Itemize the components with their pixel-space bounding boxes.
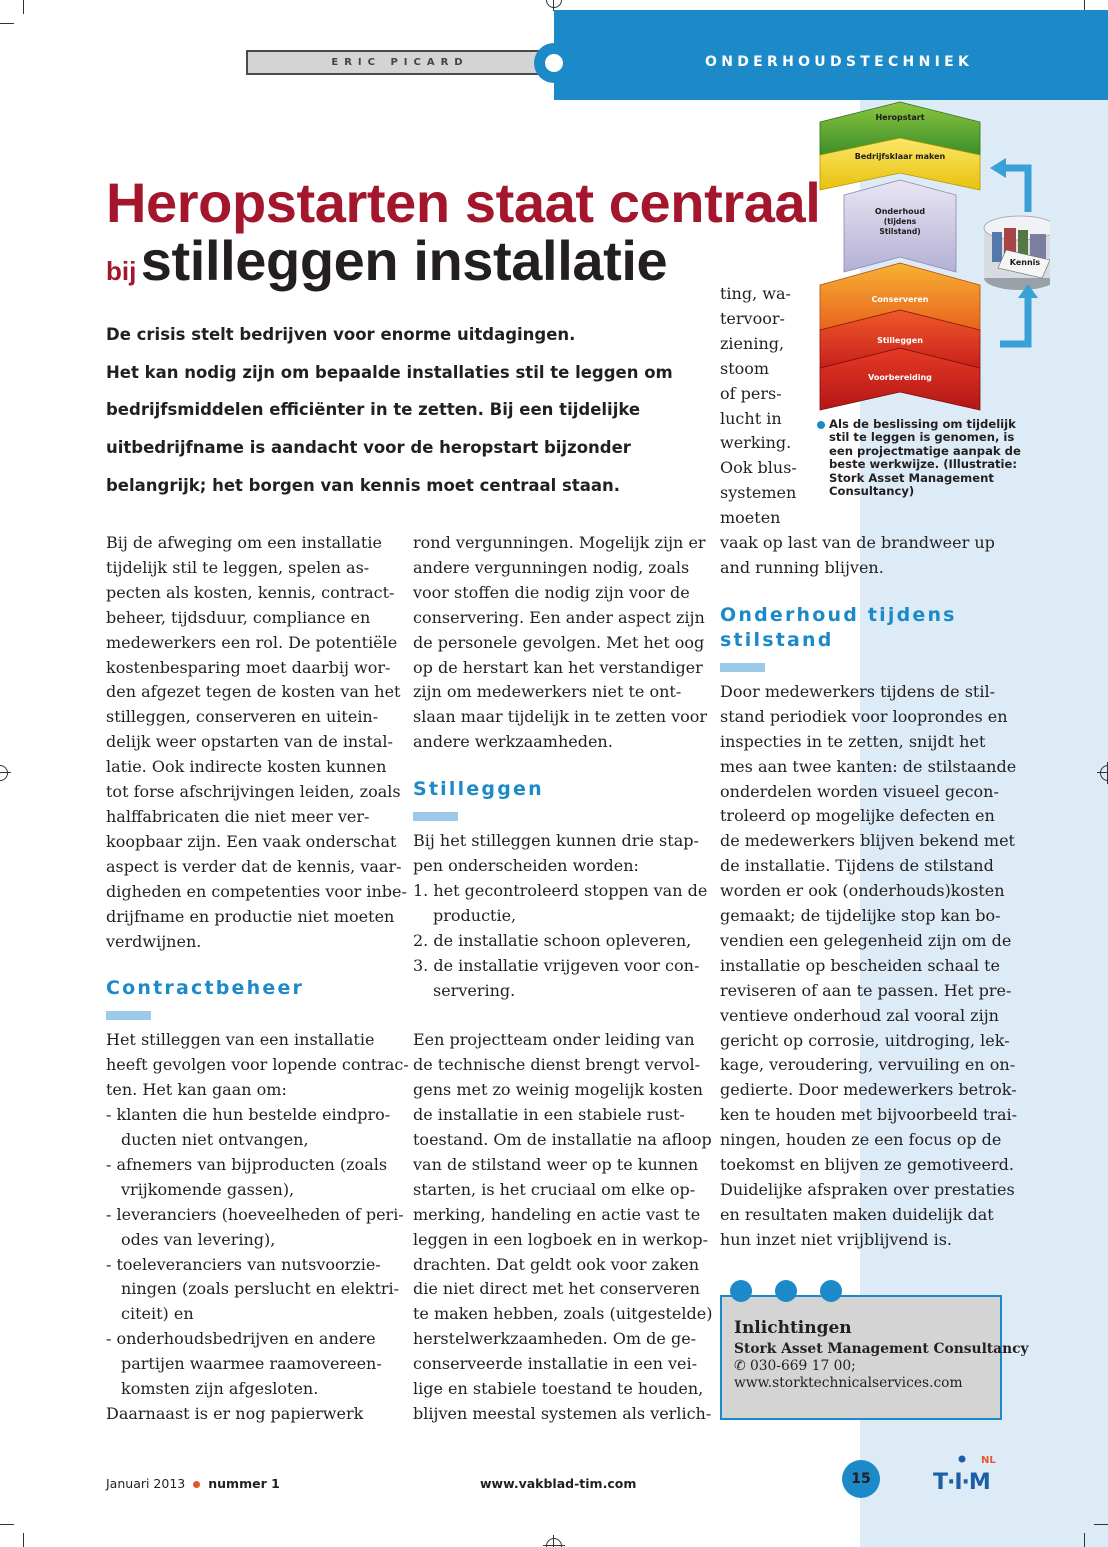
logo-text: T·I·M xyxy=(933,1470,990,1492)
text-line: drijfname en productie niet moeten xyxy=(106,906,395,926)
page-number-badge xyxy=(842,1460,880,1498)
list-item xyxy=(106,1327,391,1402)
text-line: pen onderscheiden worden: xyxy=(413,856,639,876)
text-line: mes aan twee kanten: de stilstaande xyxy=(720,756,1017,776)
text-line: ting, wa- xyxy=(720,284,791,303)
text-line: 2. de installatie schoon opleveren, xyxy=(413,930,692,950)
text-line: gericht op corrosie, uitdroging, lek- xyxy=(720,1030,1010,1050)
numbered-list xyxy=(413,879,708,1004)
text-line: komsten zijn afgesloten. xyxy=(121,1379,319,1399)
text-line: merking, handeling en actie vast te xyxy=(413,1204,701,1224)
text-line: citeit) en xyxy=(121,1304,194,1324)
text-line: medewerkers een rol. De potentiële xyxy=(106,632,398,652)
caption-line: een projectmatige aanpak de xyxy=(829,443,1021,458)
text-line: kage, veroudering, vervuiling en on- xyxy=(720,1055,1016,1075)
list-item xyxy=(413,929,703,954)
text-line: tot forse afschrijvingen leiden, zoals xyxy=(106,782,401,802)
subheading-stilleggen: Stilleggen xyxy=(413,778,544,801)
footer-date: Januari 2013 xyxy=(106,1476,186,1491)
intro-line: belangrijk; het borgen van kennis moet centraal staan. xyxy=(106,475,621,495)
text-line: vaak op last van de brandweer up xyxy=(720,533,995,553)
text-line: lucht in xyxy=(720,408,782,428)
paragraph xyxy=(413,531,708,755)
subheading-onderhoud-line2: stilstand xyxy=(720,628,834,651)
text-line: delijk weer opstarten van de instal- xyxy=(106,732,393,752)
text-line: toestand. Om de installatie na afloop xyxy=(413,1130,712,1150)
text-line: gemaakt; de tijdelijke stop kan bo- xyxy=(720,906,1001,926)
stage-label-onderhoud-2: (tijdens xyxy=(883,217,917,226)
caption-line: beste werkwijze. (Illustratie: xyxy=(829,457,1018,472)
text-line: starten, is het cruciaal om elke op- xyxy=(413,1179,696,1199)
article-title-line2 xyxy=(106,228,667,293)
text-line: systemen xyxy=(720,483,797,503)
text-line: heeft gevolgen voor lopende contrac- xyxy=(106,1055,409,1075)
crop-mark xyxy=(1084,1533,1085,1547)
text-line: de installatie in een stabiele rust- xyxy=(413,1105,685,1125)
stage-label-stilleggen: Stilleggen xyxy=(877,336,923,345)
text-line: andere vergunningen nodig, zoals xyxy=(413,557,690,577)
info-website[interactable]: www.storktechnicalservices.com xyxy=(734,1375,963,1391)
text-line: en resultaten maken duidelijk dat xyxy=(720,1204,994,1224)
text-line: installatie op bescheiden schaal te xyxy=(720,955,1000,975)
text-line: - onderhoudsbedrijven en andere xyxy=(106,1329,376,1349)
text-line: moeten xyxy=(720,508,781,528)
list-item xyxy=(106,1103,391,1153)
text-line: leggen in een logboek en in werkop- xyxy=(413,1229,709,1249)
info-box xyxy=(720,1295,1029,1420)
text-line: lige en stabiele toestand te houden, xyxy=(413,1379,704,1399)
text-line: ducten niet ontvangen, xyxy=(121,1130,309,1150)
text-line: vrijkomende gassen), xyxy=(121,1179,295,1199)
text-line: conservering. Een ander aspect zijn xyxy=(413,607,705,627)
text-line: andere werkzaamheden. xyxy=(413,732,613,752)
text-line: drachten. Dat geldt ook voor zaken xyxy=(413,1254,700,1274)
text-line: hun inzet niet vrijblijvend is. xyxy=(720,1229,952,1249)
title-main: stilleggen installatie xyxy=(140,229,668,292)
author-bar xyxy=(246,50,552,75)
crop-mark xyxy=(1094,1524,1108,1525)
registration-mark xyxy=(546,0,562,8)
intro-line: bedrijfsmiddelen efficiënter in te zetten. Bij een tijdelijke xyxy=(106,400,641,420)
subheading-bar xyxy=(720,663,765,672)
bullet-list xyxy=(106,1103,404,1402)
text-line: tervoor- xyxy=(720,308,785,328)
text-line: verdwijnen. xyxy=(106,931,202,951)
text-line: 1. het gecontroleerd stoppen van de xyxy=(413,880,708,900)
text-line: Duidelijke afspraken over prestaties xyxy=(720,1180,1015,1199)
paragraph xyxy=(413,829,703,879)
text-line: die niet direct met het conserveren xyxy=(413,1279,700,1299)
logo-superscript: NL xyxy=(981,1455,996,1466)
arrow-head-icon xyxy=(990,158,1006,178)
figure-caption xyxy=(817,417,1021,499)
text-line: koopbaar zijn. Een vaak onderschat xyxy=(106,831,397,851)
text-line: ningen (zoals perslucht en elektri- xyxy=(121,1279,400,1299)
dot-icon xyxy=(820,1280,842,1302)
text-line: gedierte. Door medewerkers betrok- xyxy=(720,1080,1017,1100)
subheading-bar xyxy=(106,1011,151,1020)
text-line: toekomst en blijven ze gemotiveerd. xyxy=(720,1155,1014,1175)
caption-line: Consultancy) xyxy=(829,484,915,499)
header-dot-icon xyxy=(534,43,574,83)
text-line: aspect is verder dat de kennis, vaar- xyxy=(106,856,402,876)
text-line: 3. de installatie vrijgeven voor con- xyxy=(413,955,700,975)
text-line: de installatie. Tijdens de stilstand xyxy=(720,856,994,876)
text-line: Daarnaast is er nog papierwerk xyxy=(106,1404,364,1423)
text-line: Een projectteam onder leiding van xyxy=(413,1030,695,1050)
crop-mark xyxy=(23,0,24,14)
caption-line: Stork Asset Management xyxy=(829,470,994,485)
text-line: op de herstart kan het verstandiger xyxy=(413,657,703,677)
section-label: ONDERHOUDSTECHNIEK xyxy=(705,54,974,70)
text-line: ten. Het kan gaan om: xyxy=(106,1080,287,1100)
text-line: ken te houden met bijvoorbeeld trai- xyxy=(720,1105,1018,1125)
dot-icon xyxy=(775,1280,797,1302)
text-line: conserveerde installatie in een vei- xyxy=(413,1354,697,1374)
text-line: - toeleveranciers van nutsvoorzie- xyxy=(106,1254,381,1274)
text-line: ventieve onderhoud zal vooral zijn xyxy=(720,1005,999,1025)
list-item xyxy=(413,879,708,929)
text-line: beheer, tijdsduur, compliance en xyxy=(106,607,371,627)
paragraph xyxy=(720,680,1018,1253)
text-line: halffabricaten die niet meer ver- xyxy=(106,806,370,826)
text-line: den afgezet tegen de kosten van het xyxy=(106,682,401,702)
dot-icon xyxy=(730,1280,752,1302)
text-line: inspecties in te zetten, snijdt het xyxy=(720,731,986,751)
text-line: servering. xyxy=(433,980,516,1000)
stage-label-onderhoud-3: Stilstand) xyxy=(879,227,921,236)
list-item xyxy=(106,1153,391,1203)
kennis-label: Kennis xyxy=(1009,258,1041,267)
footer-url[interactable]: www.vakblad-tim.com xyxy=(480,1476,637,1491)
text-line: van de stilstand weer op te kunnen xyxy=(413,1154,699,1174)
text-line: reviseren of aan te passen. Het pre- xyxy=(720,980,1012,1000)
column-1 xyxy=(106,531,409,1427)
caption-line: Als de beslissing om tijdelijk xyxy=(829,417,1016,431)
column-2 xyxy=(413,531,713,1427)
text-line: kostenbesparing moet daarbij wor- xyxy=(106,657,391,677)
info-company: Stork Asset Management Consultancy xyxy=(734,1341,1029,1357)
intro-line: uitbedrijfname is aandacht voor de heropstart bijzonder xyxy=(106,438,631,458)
footer-issue xyxy=(106,1476,280,1491)
text-line: onderdelen worden visueel gecon- xyxy=(720,781,999,801)
paragraph xyxy=(106,1028,409,1103)
text-line: - klanten die hun bestelde eindpro- xyxy=(106,1105,391,1125)
text-line: stand periodiek voor looprondes en xyxy=(720,706,1008,726)
stage-onderhoud xyxy=(844,180,956,272)
text-line: and running blijven. xyxy=(720,557,884,577)
caption-bullet-icon xyxy=(817,421,825,429)
text-line: te maken hebben, zoals (uitgestelde) xyxy=(413,1304,713,1324)
paragraph xyxy=(106,531,407,954)
list-item xyxy=(106,1203,404,1253)
footer-number: nummer 1 xyxy=(208,1476,280,1491)
text-line: werking. xyxy=(720,433,792,453)
text-line: zijn om medewerkers niet te ont- xyxy=(413,682,682,702)
registration-mark xyxy=(0,765,8,781)
text-line: gens met zo weinig mogelijk kosten xyxy=(413,1080,703,1100)
text-line: - leveranciers (hoeveelheden of peri- xyxy=(106,1204,404,1224)
intro-line: De crisis stelt bedrijven voor enorme uitdagingen. xyxy=(106,325,576,344)
page-number: 15 xyxy=(851,1471,871,1487)
text-line: blijven meestal systemen als verlich- xyxy=(413,1403,712,1423)
text-line: herstelwerkzaamheden. Om de ge- xyxy=(413,1329,697,1349)
text-line: partijen waarmee raamovereen- xyxy=(121,1354,382,1374)
text-line: latie. Ook indirecte kosten kunnen xyxy=(106,757,387,777)
text-line: stoom xyxy=(720,358,770,378)
footer-dot-icon xyxy=(193,1481,200,1488)
caption-line: stil te leggen is genomen, is xyxy=(829,430,1015,445)
info-phone: ✆ 030-669 17 00; xyxy=(734,1358,856,1374)
stage-label-onderhoud-1: Onderhoud xyxy=(874,207,926,216)
text-line: productie, xyxy=(433,905,517,925)
text-line: Bij de afweging om een installatie xyxy=(106,533,382,552)
registration-mark xyxy=(546,1538,562,1547)
text-line: of pers- xyxy=(720,383,782,403)
text-line: - afnemers van bijproducten (zoals xyxy=(106,1154,388,1174)
title-prefix: bij xyxy=(106,256,137,286)
stage-label-conserveren: Conserveren xyxy=(871,295,929,304)
intro-line: Het kan nodig zijn om bepaalde installaties stil te leggen om xyxy=(106,362,673,382)
subheading-contractbeheer: Contractbeheer xyxy=(106,977,305,1000)
text-line: Door medewerkers tijdens de stil- xyxy=(720,681,995,701)
list-item xyxy=(413,954,703,1004)
crop-mark xyxy=(23,1533,24,1547)
tim-logo xyxy=(933,1452,1005,1492)
text-line: slaan maar tijdelijk in te zetten voor xyxy=(413,707,708,727)
text-line: vendien een gelegenheid zijn om de xyxy=(720,930,1012,950)
info-heading: Inlichtingen xyxy=(734,1318,852,1338)
arrow-up-icon xyxy=(1006,168,1028,212)
subheading-onderhoud-line1: Onderhoud tijdens xyxy=(720,603,957,626)
text-line: voor stoffen die nodig zijn voor de xyxy=(413,582,690,602)
intro-paragraph xyxy=(106,316,673,505)
text-line: de technische dienst brengt vervol- xyxy=(413,1055,701,1075)
text-line: stilleggen, conserveren en uitein- xyxy=(106,707,379,727)
text-line: ziening, xyxy=(720,333,785,353)
text-line: Ook blus- xyxy=(720,458,797,478)
text-line: tijdelijk stil te leggen, spelen as- xyxy=(106,557,370,577)
text-line: worden er ook (onderhouds)kosten xyxy=(720,881,1005,901)
crop-mark xyxy=(0,23,14,24)
author-name: ERIC PICARD xyxy=(331,57,469,68)
text-line: troleerd op mogelijke defecten en xyxy=(720,806,995,826)
text-line: pecten als kosten, kennis, contract- xyxy=(106,582,395,602)
paragraph xyxy=(413,1028,713,1427)
text-line: ningen, houden ze een focus op de xyxy=(720,1130,1002,1150)
text-line: odes van levering), xyxy=(121,1229,276,1249)
subheading-bar xyxy=(413,812,458,821)
stage-label-voorbereiding: Voorbereiding xyxy=(868,373,932,382)
text-line: Het stilleggen van een installatie xyxy=(106,1030,375,1050)
text-line: digheden en competenties voor inbe- xyxy=(106,881,407,901)
crop-mark xyxy=(0,1524,14,1525)
text-line: Bij het stilleggen kunnen drie stap- xyxy=(413,831,699,851)
text-line: rond vergunningen. Mogelijk zijn er xyxy=(413,533,706,552)
list-item xyxy=(106,1253,400,1328)
kennis-icon xyxy=(984,216,1050,290)
stage-label-bedrijfsklaar: Bedrijfsklaar maken xyxy=(854,152,946,161)
arrow-down-icon xyxy=(1000,298,1028,344)
text-line: de medewerkers blijven bekend met xyxy=(720,831,1015,851)
process-diagram xyxy=(810,100,1050,420)
text-line: de personele gevolgen. Met het oog xyxy=(413,632,705,652)
stage-label-heropstart: Heropstart xyxy=(875,113,925,122)
article-title: Heropstarten staat centraal xyxy=(106,171,821,234)
